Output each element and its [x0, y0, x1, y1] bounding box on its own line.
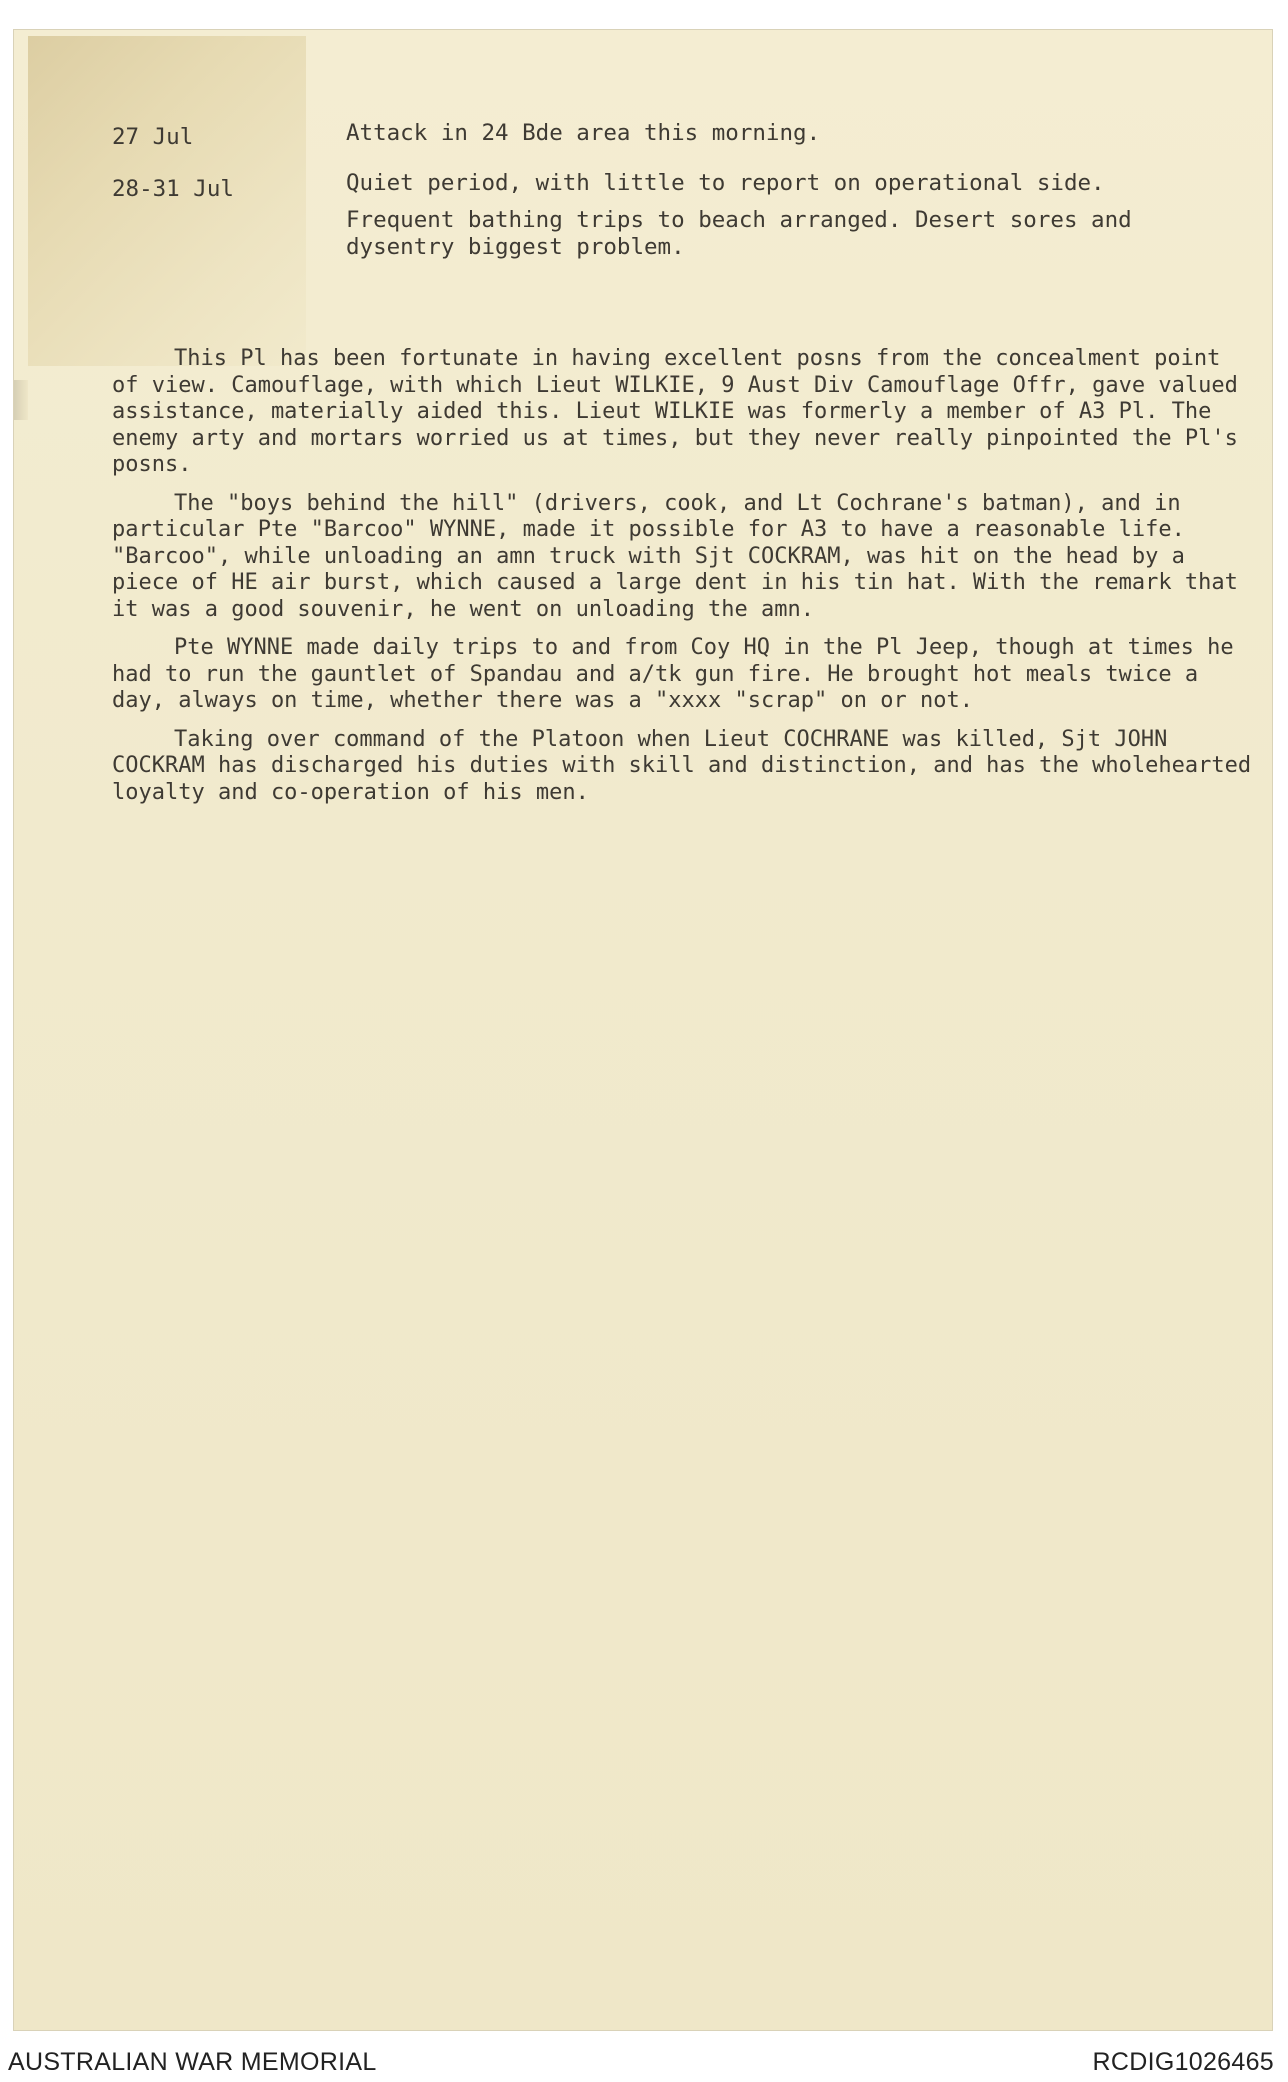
- entry-paragraph: Frequent bathing trips to beach arranged. Desert sores and dysentry biggest problem.: [346, 207, 1132, 260]
- entry-date: 27 Jul: [112, 124, 194, 150]
- entry-text: [346, 170, 1226, 261]
- paper-tear: [14, 380, 28, 420]
- archive-caption: AUSTRALIAN WAR MEMORIAL: [8, 2048, 377, 2076]
- record-id: RCDIG1026465: [1092, 2048, 1274, 2076]
- entry-paragraph: Quiet period, with little to report on operational side.: [346, 170, 1105, 196]
- narrative-paragraph: This Pl has been fortunate in having excellent posns from the concealment point of view. Camouflage, with which Lieut WILKIE, 9 Aust Div Camouflage Offr, gave valued assistance, materially aided this. Lieut WILKIE was formerly a member of A3 Pl. The enemy arty and mortars worried us at times, but they never really pinpointed the Pl's posns.: [112, 346, 1238, 477]
- narrative-paragraph: Pte WYNNE made daily trips to and from Coy HQ in the Pl Jeep, though at times he had to run the gauntlet of Spandau and a/tk gun fire. He brought hot meals twice a day, always on time, whether there was a "xxxx "scrap" on or not.: [112, 635, 1234, 713]
- entry-paragraph: Attack in 24 Bde area this morning.: [346, 120, 821, 146]
- entry-date: 28-31 Jul: [112, 176, 234, 202]
- narrative: [112, 346, 1252, 818]
- narrative-paragraph: Taking over command of the Platoon when Lieut COCHRANE was killed, Sjt JOHN COCKRAM has discharged his duties with skill and distinction, and has the wholehearted loyalty and co-operation of his men.: [112, 726, 1252, 805]
- narrative-paragraph: The "boys behind the hill" (drivers, cook, and Lt Cochrane's batman), and in particular Pte "Barcoo" WYNNE, made it possible for A3 to have a reasonable life. "Barcoo", while unloading an amn truck with Sjt COCKRAM, was hit on the head by a piece of HE air burst, which caused a large dent in his tin hat. With the remark that it was a good souvenir, he went on unloading the amn.: [112, 490, 1238, 622]
- entry-text: [346, 120, 1226, 147]
